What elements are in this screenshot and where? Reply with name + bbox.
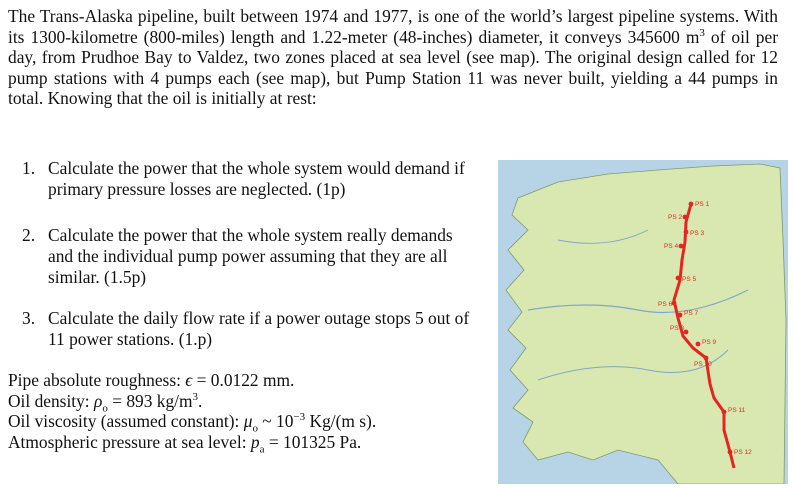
question-text: Calculate the daily flow rate if a power outage stops 5 out of 11 power stations. (1.p) bbox=[48, 308, 470, 349]
station-label: PS 9 bbox=[702, 339, 717, 346]
station-marker bbox=[728, 450, 733, 455]
question-number: 3. bbox=[22, 308, 36, 328]
station-marker bbox=[684, 330, 689, 335]
given-data bbox=[8, 370, 488, 455]
question-number: 1. bbox=[22, 158, 36, 178]
station-marker bbox=[672, 301, 677, 306]
station-label: PS 1 bbox=[695, 201, 710, 208]
station-marker bbox=[683, 215, 688, 220]
question-number: 2. bbox=[22, 225, 36, 245]
station-label: PS 8 bbox=[670, 325, 685, 332]
station-label: PS 7 bbox=[684, 310, 699, 317]
station-marker bbox=[689, 202, 694, 207]
intro-paragraph: The Trans-Alaska pipeline, built between 1974 and 1977, is one of the world’s largest pipeline systems. With its 1300-kilometre (800-miles) length and 1.22-meter (48-inches) diameter, it conveys 345600 $m^3$ of oil per day, from Prudhoe Bay to Valdez, two zones placed at sea level (see map). The original design called for 12 pump stations with 4 pumps each (see map), but Pump Station 11 was never built, yielding a 44 pumps in total. Knowing that the oil is initially at rest: bbox=[8, 6, 778, 109]
pressure-line: Atmospheric pressure at sea level: $p_a = 101325$ Pa. bbox=[8, 431, 362, 455]
station-marker bbox=[679, 244, 684, 249]
question-2 bbox=[22, 225, 482, 288]
pipeline-map bbox=[498, 160, 788, 484]
station-marker bbox=[678, 313, 683, 318]
station-marker bbox=[676, 276, 681, 281]
roughness-line: Pipe absolute roughness: ϵ = 0.0122 mm. bbox=[8, 370, 295, 390]
station-label: PS 3 bbox=[690, 230, 705, 237]
station-label: PS 5 bbox=[682, 276, 697, 283]
question-text: Calculate the power that the whole system really demands and the individual pump power assuming that they are all similar. (1.5p) bbox=[48, 225, 453, 287]
station-label: PS 4 bbox=[664, 243, 679, 250]
question-text: Calculate the power that the whole system would demand if primary pressure losses are neglected. (1p) bbox=[48, 158, 465, 199]
question-1 bbox=[22, 158, 482, 200]
map-land bbox=[506, 164, 786, 484]
station-marker bbox=[684, 230, 689, 235]
station-label: PS 10 bbox=[694, 361, 712, 368]
station-label: PS 6 bbox=[658, 301, 673, 308]
station-label: PS 12 bbox=[734, 449, 752, 456]
station-marker bbox=[704, 356, 709, 361]
density-line: Oil density: $\rho_o = 893$ $kg/m^3$. bbox=[8, 390, 203, 414]
station-marker bbox=[722, 410, 727, 415]
station-label: PS 11 bbox=[728, 407, 746, 414]
question-3 bbox=[22, 308, 482, 350]
viscosity-line: Oil viscosity (assumed constant): $\mu_o$ ~ $10^{-3}$ Kg/(m s). bbox=[8, 411, 377, 435]
station-label: PS 2 bbox=[668, 214, 683, 221]
station-marker bbox=[696, 342, 701, 347]
